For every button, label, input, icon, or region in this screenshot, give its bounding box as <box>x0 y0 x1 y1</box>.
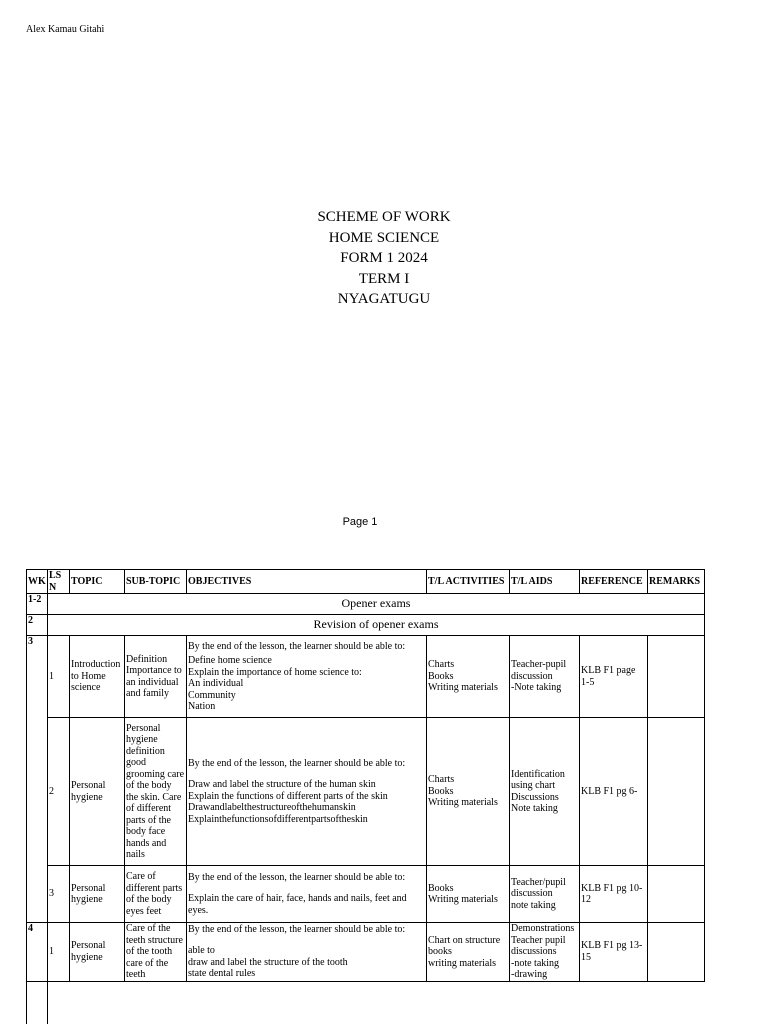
objectives-intro: By the end of the lesson, the learner should be able to: <box>188 757 406 769</box>
objectives-cell <box>187 923 427 982</box>
table-row <box>27 594 705 615</box>
activities-cell: Chart on structure books writing materials <box>427 923 510 982</box>
reference-cell: KLB F1 pg 10-12 <box>580 866 648 923</box>
table-continuation-line <box>26 979 27 1024</box>
document-title <box>0 207 768 310</box>
aids-cell: Teacher/pupil discussion note taking <box>510 866 580 923</box>
objectives-cell <box>187 866 427 923</box>
header-lsn: LSN <box>48 570 70 594</box>
objectives-list: able to draw and label the structure of the tooth state dental rules <box>188 945 348 980</box>
remarks-cell <box>648 923 705 982</box>
objectives-intro: By the end of the lesson, the learner should be able to: <box>188 923 406 935</box>
remarks-cell <box>648 636 705 718</box>
header-reference: REFERENCE <box>580 570 648 594</box>
topic-cell: Personal hygiene <box>70 866 125 923</box>
lesson-number-cell: 1 <box>48 636 70 718</box>
week-cell: 2 <box>27 615 48 636</box>
activities-cell: Books Writing materials <box>427 866 510 923</box>
subtopic-cell: Care of the teeth structure of the tooth care of the teeth <box>125 923 187 982</box>
topic-cell: Personal hygiene <box>70 718 125 866</box>
lesson-number-cell: 2 <box>48 718 70 866</box>
remarks-cell <box>648 718 705 866</box>
table-row <box>27 636 705 718</box>
header-remarks: REMARKS <box>648 570 705 594</box>
objectives-list: Define home science Explain the importance of home science to: An individual Community Nation <box>188 655 362 712</box>
table-row <box>27 718 705 866</box>
objectives-cell <box>187 718 427 866</box>
activities-cell: Charts Books Writing materials <box>427 718 510 866</box>
topic-cell: Personal hygiene <box>70 923 125 982</box>
span-row-text: Opener exams <box>48 594 705 615</box>
title-line-1: SCHEME OF WORK <box>317 209 451 225</box>
subtopic-cell: Personal hygiene definition good grooming care of the body the skin. Care of different parts of the body face hands and nails <box>125 718 187 866</box>
page-number: Page 1 <box>342 516 378 528</box>
header-aids: T/L AIDS <box>510 570 580 594</box>
table-continuation-line <box>47 979 48 1024</box>
title-line-2: HOME SCIENCE <box>328 229 440 246</box>
table-row <box>27 866 705 923</box>
activities-cell: Charts Books Writing materials <box>427 636 510 718</box>
aids-cell: Demonstrations Teacher pupil discussions -note taking -drawing <box>510 923 580 982</box>
objectives-intro: By the end of the lesson, the learner should be able to: <box>188 640 406 652</box>
scheme-table <box>26 569 705 982</box>
span-row-text: Revision of opener exams <box>48 615 705 636</box>
title-line-3: FORM 1 2024 <box>340 250 428 266</box>
title-line-4: TERM I <box>358 270 410 287</box>
week-cell: 3 <box>27 636 48 923</box>
objectives-list: Draw and label the structure of the human skin Explain the functions of different parts of the skin Drawandlabelthestructureofthehumanskin Explainthefunctionsofdifferentpartsoftheskin <box>188 779 388 825</box>
aids-cell: Teacher-pupil discussion -Note taking <box>510 636 580 718</box>
objectives-cell <box>187 636 427 718</box>
header-wk: WK <box>27 570 48 594</box>
title-line-5: NYAGATUGU <box>337 291 431 307</box>
reference-cell: KLB F1 pg 6- <box>580 718 648 866</box>
objectives-list: Explain the care of hair, face, hands and nails, feet and eyes. <box>188 893 407 916</box>
table-row <box>27 923 705 982</box>
table-header-row <box>27 570 705 594</box>
header-topic: TOPIC <box>70 570 125 594</box>
header-activities: T/L ACTIVITIES <box>427 570 510 594</box>
lesson-number-cell: 1 <box>48 923 70 982</box>
subtopic-cell: Care of different parts of the body eyes feet <box>125 866 187 923</box>
objectives-intro: By the end of the lesson, the learner should be able to: <box>188 871 406 883</box>
lesson-number-cell: 3 <box>48 866 70 923</box>
table-row <box>27 615 705 636</box>
week-cell: 4 <box>27 923 48 982</box>
author-name: Alex Kamau Gitahi <box>26 24 105 35</box>
header-subtopic: SUB-TOPIC <box>125 570 187 594</box>
header-objectives: OBJECTIVES <box>187 570 427 594</box>
remarks-cell <box>648 866 705 923</box>
aids-cell: Identification using chart Discussions Note taking <box>510 718 580 866</box>
reference-cell: KLB F1 page 1-5 <box>580 636 648 718</box>
subtopic-cell: Definition Importance to an individual and family <box>125 636 187 718</box>
topic-cell: Introduction to Home science <box>70 636 125 718</box>
week-cell: 1-2 <box>27 594 48 615</box>
reference-cell: KLB F1 pg 13-15 <box>580 923 648 982</box>
